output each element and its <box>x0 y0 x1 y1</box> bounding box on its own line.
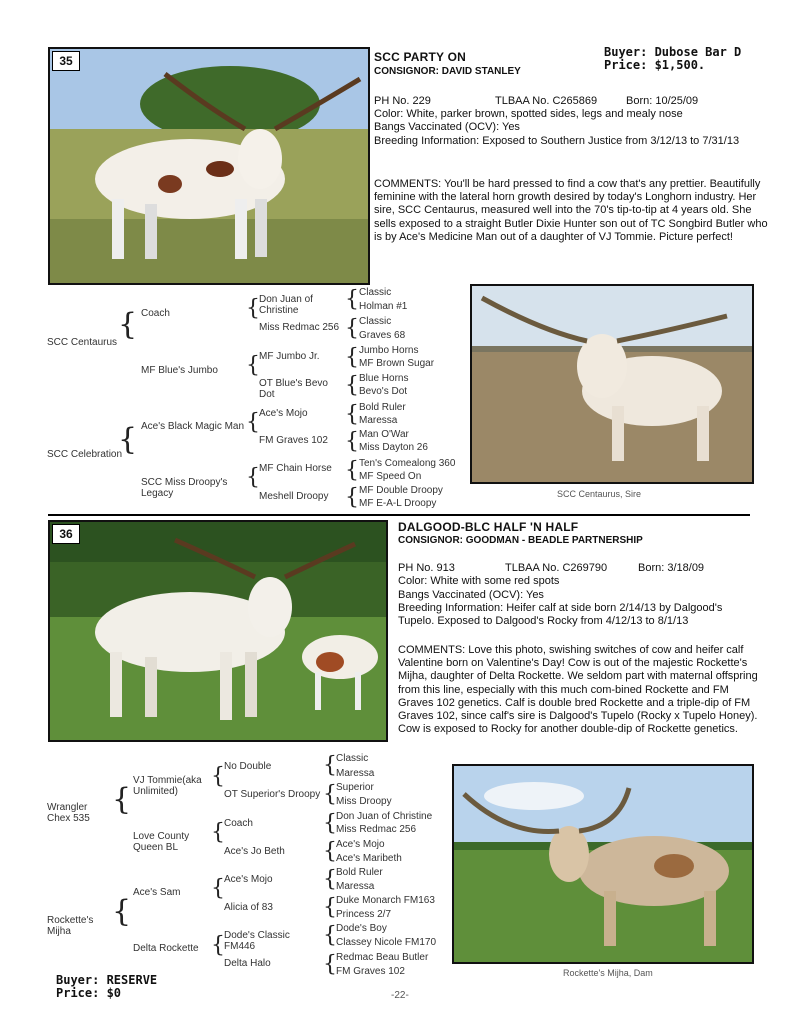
brace: { <box>118 422 138 457</box>
lot35-tlbaa: TLBAA No. C265869 <box>495 95 598 107</box>
brace: { <box>345 402 359 427</box>
ped-g4: Ten's Comealong 360 <box>359 458 456 469</box>
ped-g3: OT Superior's Droopy <box>224 789 321 800</box>
brace: { <box>345 485 359 510</box>
ped-g4: Man O'War <box>359 429 409 440</box>
ped-dd: Delta Rockette <box>133 943 199 954</box>
cow-photo-image <box>454 766 752 962</box>
ped-g3: Alicia of 83 <box>224 902 273 913</box>
ped-g4: Classic <box>359 316 392 327</box>
bull-photo-image <box>472 286 752 482</box>
ped-g3: Delta Halo <box>224 958 271 969</box>
lot36-bangs: Bangs Vaccinated (OCV): Yes <box>398 589 544 601</box>
lot35-comments: COMMENTS: You'll be hard pressed to find a cow that's any prettier. Beautifully feminine with the lateral horn growth desired by today's Longhorn industry. Her sire, SCC Centaurus, measured well into the 70's tip-to-tip at 4 years old. She sells exposed to a straight Butler Dixie Hunter son out of TC Songbird Butler who is by Ace's Medicine Man out of a daughter of VJ Tommie. Picture perfect! <box>374 178 768 243</box>
brace: { <box>211 933 225 958</box>
ped-g4: Holman #1 <box>359 301 408 312</box>
lot35-bangs: Bangs Vaccinated (OCV): Yes <box>374 121 520 133</box>
ped-g3: Dode's Classic FM446 <box>224 930 290 952</box>
ped-g4: Ace's Maribeth <box>336 853 402 864</box>
lot35-born: Born: 10/25/09 <box>626 95 699 107</box>
ped-g4: Graves 68 <box>359 330 406 341</box>
brace: { <box>246 465 260 490</box>
lot36-buyer: Buyer: RESERVE <box>56 973 158 987</box>
dam-caption: Rockette's Mijha, Dam <box>563 968 653 978</box>
ped-g3: OT Blue's Bevo Dot <box>259 378 328 400</box>
divider <box>48 514 750 516</box>
ped-dd: SCC Miss Droopy's Legacy <box>141 477 228 499</box>
lot35-ph: PH No. 229 <box>374 95 431 107</box>
sire-caption: SCC Centaurus, Sire <box>557 489 642 499</box>
brace: { <box>112 782 132 817</box>
ped-g4: Superior <box>336 782 374 793</box>
brace: { <box>345 373 359 398</box>
lot-number: 36 <box>52 524 80 544</box>
ped-ss: Coach <box>141 308 170 319</box>
brace: { <box>323 867 337 892</box>
brace: { <box>246 296 260 321</box>
ped-g4: FM Graves 102 <box>336 966 405 977</box>
lot36-tlbaa: TLBAA No. C269790 <box>505 562 608 574</box>
brace: { <box>345 458 359 483</box>
brace: { <box>323 782 337 807</box>
ped-g4: Maressa <box>336 881 375 892</box>
lot35-breeding: Breeding Information: Exposed to Southern Justice from 3/12/13 to 7/31/13 <box>374 135 740 147</box>
ped-g3: Ace's Jo Beth <box>224 846 285 857</box>
ped-sire: SCC Centaurus <box>47 337 118 348</box>
ped-g4: Blue Horns <box>359 373 409 384</box>
ped-g4: Bold Ruler <box>336 867 383 878</box>
ped-g4: Redmac Beau Butler <box>336 952 429 963</box>
ped-g4: MF Brown Sugar <box>359 358 435 369</box>
cow-photo-image <box>50 49 368 283</box>
lot35-color: Color: White, parker brown, spotted sides, legs and mealy nose <box>374 108 683 120</box>
ped-g3: Ace's Mojo <box>259 408 308 419</box>
lot36-title: DALGOOD-BLC HALF 'N HALF <box>398 520 579 534</box>
lot36-price: Price: $0 <box>56 986 122 1000</box>
ped-g3: Meshell Droopy <box>259 491 329 502</box>
brace: { <box>211 820 225 845</box>
ped-g3: Don Juan of Christine <box>259 294 313 316</box>
brace: { <box>323 952 337 977</box>
lot36-born: Born: 3/18/09 <box>638 562 705 574</box>
brace: { <box>323 811 337 836</box>
ped-g3: Ace's Mojo <box>224 874 273 885</box>
sire-photo <box>470 284 754 484</box>
ped-g4: MF Speed On <box>359 471 422 482</box>
ped-ds: Ace's Sam <box>133 887 181 898</box>
ped-g4: Don Juan of Christine <box>336 811 433 822</box>
lot36-consignor: CONSIGNOR: GOODMAN - BEADLE PARTNERSHIP <box>398 535 643 546</box>
ped-g4: MF Double Droopy <box>359 485 443 496</box>
lot36-ph: PH No. 913 <box>398 562 455 574</box>
cow-calf-photo-image <box>50 522 386 740</box>
lot35-photo <box>48 47 370 285</box>
ped-sd: MF Blue's Jumbo <box>141 365 218 376</box>
ped-g4: Duke Monarch FM163 <box>336 895 435 906</box>
brace: { <box>211 876 225 901</box>
ped-g3: Coach <box>224 818 253 829</box>
brace: { <box>323 923 337 948</box>
brace: { <box>323 895 337 920</box>
lot36-photo <box>48 520 388 742</box>
page-number: -22- <box>391 990 409 1001</box>
ped-g4: Bold Ruler <box>359 402 406 413</box>
ped-g4: Jumbo Horns <box>359 345 419 356</box>
lot35-title: SCC PARTY ON <box>374 50 466 64</box>
ped-g4: Dode's Boy <box>336 923 387 934</box>
ped-dam: Rockette's Mijha <box>47 915 94 937</box>
brace: { <box>345 316 359 341</box>
lot35-consignor: CONSIGNOR: DAVID STANLEY <box>374 66 521 77</box>
ped-sire: Wrangler Chex 535 <box>47 802 90 824</box>
ped-g4: MF E-A-L Droopy <box>359 498 437 509</box>
ped-g4: Maressa <box>359 415 398 426</box>
brace: { <box>345 345 359 370</box>
brace: { <box>345 429 359 454</box>
brace: { <box>323 753 337 778</box>
lot36-breeding: Breeding Information: Heifer calf at side born 2/14/13 by Dalgood's Tupelo. Exposed to Dalgood's Rocky from 4/12/13 to 8/1/13 <box>398 602 723 628</box>
ped-g4: Miss Dayton 26 <box>359 442 428 453</box>
ped-ds: Ace's Black Magic Man <box>141 421 245 432</box>
ped-g4: Ace's Mojo <box>336 839 385 850</box>
ped-g4: Maressa <box>336 768 375 779</box>
brace: { <box>246 353 260 378</box>
ped-g4: Classic <box>336 753 369 764</box>
ped-g4: Miss Droopy <box>336 796 392 807</box>
lot36-comments: COMMENTS: Love this photo, swishing switches of cow and heifer calf Valentine born on Valentine's Day! Cow is out of the majestic Rockette's Mijha, daughter of Delta Rockette. We seldom part with maternal offspring from this line, especially with this much com-bined Rockette and FM Graves 102 genetics. Calf is double bred Rockette and a triple-dip of FM Graves 102, since calf's sire is Dalgood's Tupelo (Rocky x Tupelo Honey). Cow is exposed to Rocky for another double-dip of Rockette genetics. <box>398 644 758 736</box>
ped-g4: Princess 2/7 <box>336 909 392 920</box>
ped-g4: Miss Redmac 256 <box>336 824 417 835</box>
ped-g4: Classic <box>359 287 392 298</box>
brace: { <box>323 839 337 864</box>
lot-number: 35 <box>52 51 80 71</box>
brace: { <box>246 410 260 435</box>
ped-g3: FM Graves 102 <box>259 435 328 446</box>
brace: { <box>345 287 359 312</box>
ped-g4: Bevo's Dot <box>359 386 408 397</box>
ped-g3: No Double <box>224 761 272 772</box>
lot35-buyer: Buyer: Dubose Bar D <box>604 45 742 59</box>
ped-g3: MF Jumbo Jr. <box>259 351 320 362</box>
ped-ss: VJ Tommie(aka Unlimited) <box>133 775 202 797</box>
lot35-price: Price: $1,500. <box>604 58 706 72</box>
brace: { <box>118 307 138 342</box>
brace: { <box>211 764 225 789</box>
ped-g3: Miss Redmac 256 <box>259 322 340 333</box>
ped-g4: Classey Nicole FM170 <box>336 937 437 948</box>
lot36-color: Color: White with some red spots <box>398 575 560 587</box>
dam-photo <box>452 764 754 964</box>
brace: { <box>112 894 132 929</box>
ped-dam: SCC Celebration <box>47 449 123 460</box>
ped-g3: MF Chain Horse <box>259 463 332 474</box>
ped-sd: Love County Queen BL <box>133 831 190 853</box>
